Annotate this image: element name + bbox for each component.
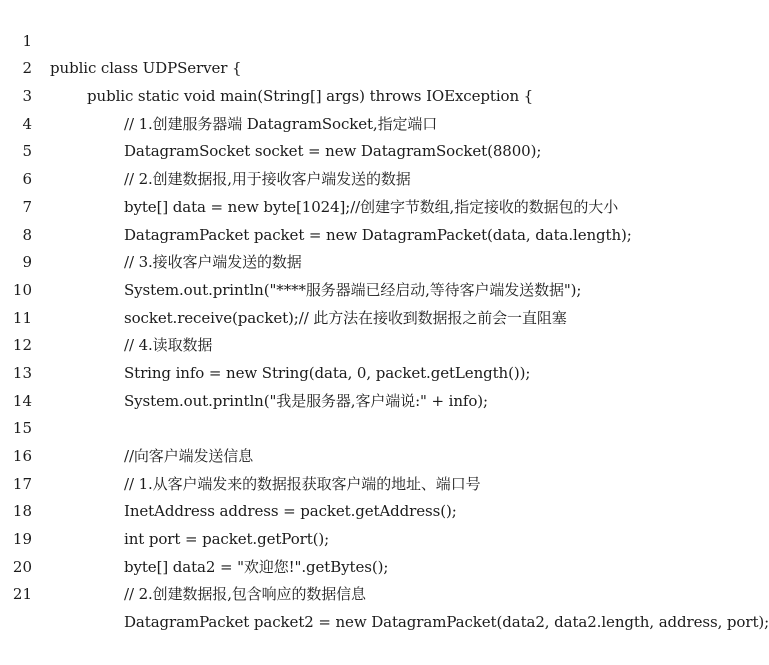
line-number: 20: [12, 557, 32, 576]
line-number: 11: [12, 308, 32, 327]
line-number: 3: [22, 87, 32, 106]
line-number: 21: [12, 585, 32, 604]
code-text: DatagramSocket socket = new DatagramSocket(8800);: [124, 142, 542, 161]
line-number: 9: [22, 253, 32, 272]
line-number: 8: [22, 225, 32, 244]
code-comment: //向客户端发送信息: [124, 447, 254, 466]
code-comment: // 3.接收客户端发送的数据: [124, 253, 302, 272]
line-number: 19: [12, 530, 32, 549]
line-number: 13: [12, 363, 32, 382]
code-text: byte[] data = new byte[1024];//创建字节数组,指定接收的数据包的大小: [124, 197, 619, 216]
line-number: 17: [12, 474, 32, 493]
code-text: System.out.println("****服务器端已经启动,等待客户端发送数据");: [124, 280, 582, 299]
line-number: 1: [22, 31, 32, 50]
line-number: 5: [22, 142, 32, 161]
code-line: [0, 0, 755, 78]
line-number: 2: [22, 59, 32, 78]
code-text: byte[] data2 = "欢迎您!".getBytes();: [124, 557, 389, 576]
code-comment: // 2.创建数据报,用于接收客户端发送的数据: [124, 170, 411, 189]
line-number: 12: [12, 336, 32, 355]
line-number: 18: [12, 502, 32, 521]
line-number: 4: [22, 114, 32, 133]
code-comment: // 1.创建服务器端 DatagramSocket,指定端口: [124, 114, 438, 133]
line-number: 6: [22, 170, 32, 189]
line-number: 14: [12, 391, 32, 410]
code-text: public static void main(String[] args) throws IOException {: [87, 87, 534, 106]
line-number: 7: [22, 197, 32, 216]
code-text: DatagramPacket packet = new DatagramPacket(data, data.length);: [124, 225, 632, 244]
code-comment: // 1.从客户端发来的数据报获取客户端的地址、端口号: [124, 474, 481, 493]
line-number: 16: [12, 447, 32, 466]
code-text: InetAddress address = packet.getAddress();: [124, 502, 457, 521]
code-comment: // 4.读取数据: [124, 336, 213, 355]
code-text: DatagramPacket packet2 = new DatagramPacket(data2, data2.length, address, port);: [124, 613, 769, 632]
code-text: public class UDPServer {: [50, 59, 242, 78]
code-text: socket.receive(packet);// 此方法在接收到数据报之前会一直阻塞: [124, 308, 567, 327]
code-text: String info = new String(data, 0, packet.getLength());: [124, 363, 531, 382]
code-comment: // 2.创建数据报,包含响应的数据信息: [124, 585, 366, 604]
line-number: 10: [12, 280, 32, 299]
code-text: System.out.println("我是服务器,客户端说:" + info);: [124, 391, 488, 410]
code-text: int port = packet.getPort();: [124, 530, 330, 549]
line-number: 15: [12, 419, 32, 438]
